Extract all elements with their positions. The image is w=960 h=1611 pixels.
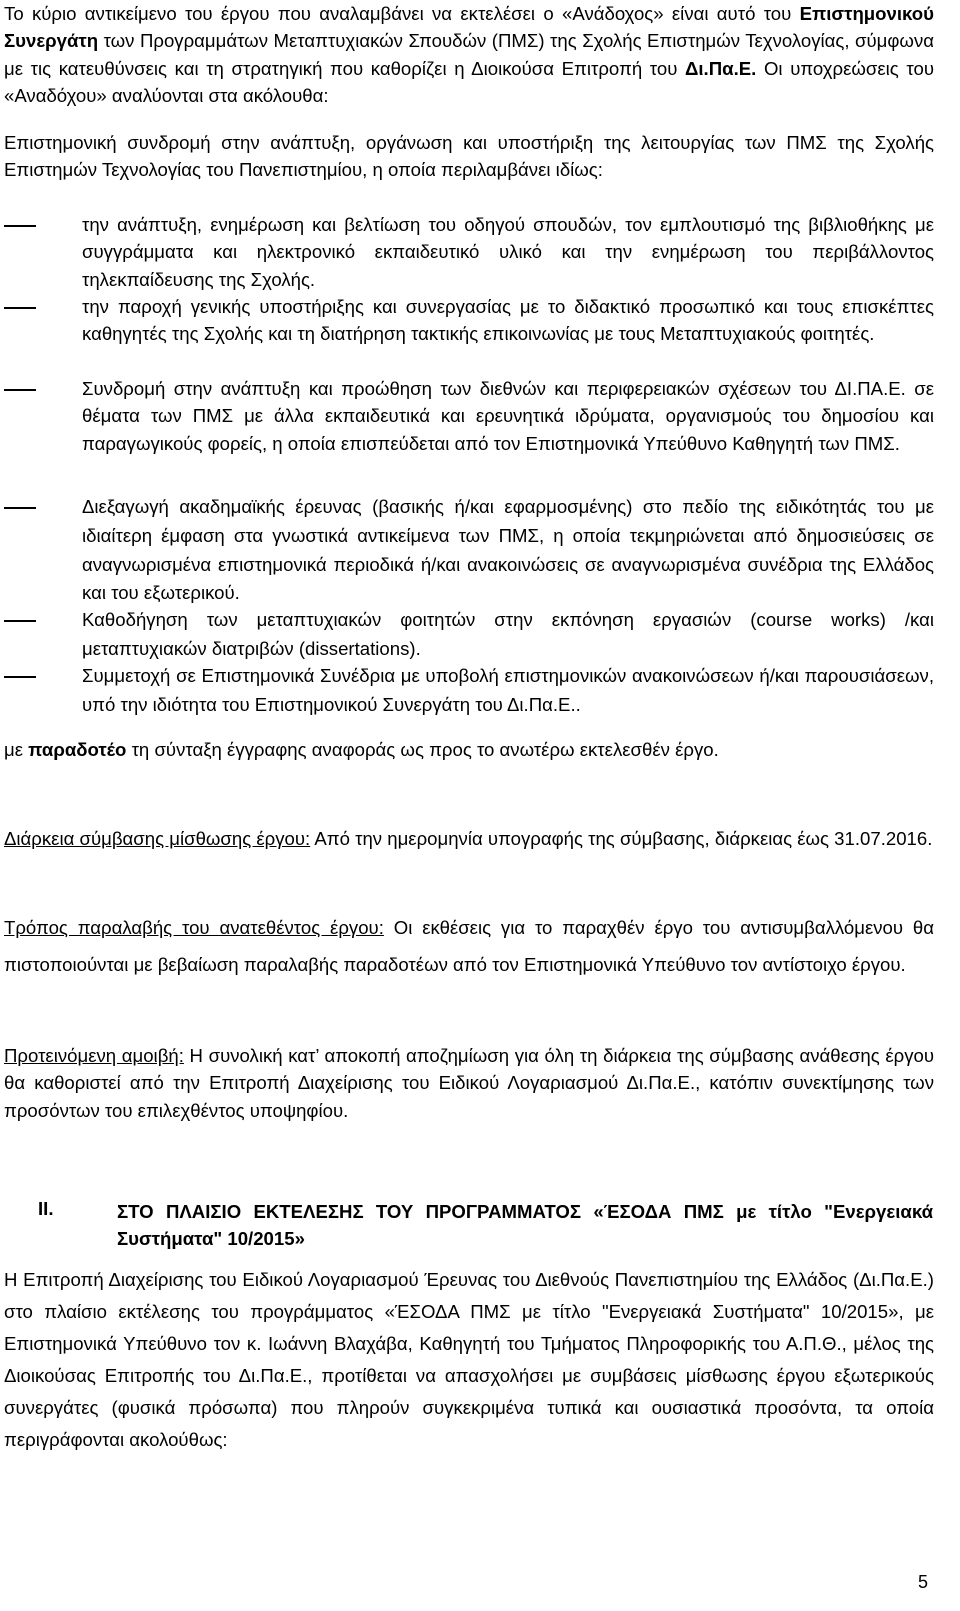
intro-text-1: Το κύριο αντικείμενο του έργου που αναλαμβάνει να εκτελέσει ο «Ανάδοχος» είναι αυτό του xyxy=(4,3,792,24)
list-item xyxy=(4,293,934,348)
receipt-label: Τρόπος παραλαβής του ανατεθέντος έργου: xyxy=(4,917,384,938)
deliverable-keyword: παραδοτέο xyxy=(28,739,127,760)
list-item-text: Συνδρομή στην ανάπτυξη και προώθηση των διεθνών και περιφερειακών σχέσεων του ΔΙ.ΠΑ.Ε. σε θέματα των ΠΜΣ με άλλα εκπαιδευτικά και ερευνητικά ιδρύματα, οργανισμούς του δημοσίου και παραγωγικούς φορείς, η οποία επισπεύδεται από τον Επιστημονικά Υπεύθυνο Καθηγητή των ΠΜΣ. xyxy=(82,378,934,454)
list-item-text: την παροχή γενικής υποστήριξης και συνεργασίας με το διδακτικό προσωπικό και τους επισκέπτες καθηγητές της Σχολής και τη διατήρηση τακτικής επικοινωνίας με τους Μεταπτυχιακούς φοιτητές. xyxy=(82,296,934,345)
receipt-text: Οι εκθέσεις για το παραχθέν έργο του αντισυμβαλλόμενου θα πιστοποιούνται με βεβαίωση παραλαβής παραδοτέων από τον Επιστημονικά Υπεύθυνο τον αντίστοιχο έργου. xyxy=(4,917,934,975)
list-item xyxy=(4,662,934,720)
list-item xyxy=(4,493,934,608)
list-item-text: Διεξαγωγή ακαδημαϊκής έρευνας (βασικής ή/και εφαρμοσμένης) στο πεδίο της ειδικότητάς του με ιδιαίτερη έμφαση στα γνωστικά αντικείμενα των ΠΜΣ, η οποία τεκμηριώνεται από δημοσιεύσεις σε αναγνωρισμένα επιστημονικά περιοδικά ή/και ανακοινώσεις σε αναγνωρισμένα συνέδρια της Ελλάδος και του εξωτερικού. xyxy=(82,496,934,604)
deliverable-paragraph xyxy=(4,736,934,765)
intro-text-5: Οι υποχρεώσεις του «Αναδόχου» αναλύονται στα ακόλουθα: xyxy=(4,57,934,106)
list-item-text: Συμμετοχή σε Επιστημονικά Συνέδρια με υποβολή επιστημονικών ανακοινώσεων ή/και παρουσιάσεων, υπό την ιδιότητα του Επιστημονικού Συνεργάτη του Δι.Πα.Ε.. xyxy=(82,665,934,715)
dipae-abbrev: Δι.Πα.Ε. xyxy=(685,57,757,79)
section-number: II. xyxy=(38,1198,54,1219)
intro-paragraph xyxy=(4,0,934,109)
fee-paragraph xyxy=(4,1042,934,1124)
fee-text: Η συνολική κατ’ αποκοπή αποζημίωση για όλη τη διάρκεια της σύμβασης ανάθεσης έργου θα καθοριστεί από την Επιτροπή Διαχείρισης του Ειδικού Λογαριασμού Δι.Πα.Ε., κατόπιν συνεκτίμησης των προσόντων του επιλεχθέντος υποψηφίου. xyxy=(4,1045,934,1121)
intro-text-3: των Προγραμμάτων Μεταπτυχιακών Σπουδών (ΠΜΣ) της Σχολής Επιστημών Τεχνολογίας, σύμφωνα με τις κατευθύνσεις και τη στρατηγική που καθορίζει η Διοικούσα Επιτροπή του xyxy=(4,30,934,79)
support-paragraph: Επιστημονική συνδρομή στην ανάπτυξη, οργάνωση και υποστήριξη της λειτουργίας των ΠΜΣ της Σχολής Επιστημών Τεχνολογίας του Πανεπιστημίου, η οποία περιλαμβάνει ιδίως: xyxy=(4,132,934,181)
section-body: Η Επιτροπή Διαχείρισης του Ειδικού Λογαριασμού Έρευνας του Διεθνούς Πανεπιστημίου της Ελλάδος (Δι.Πα.Ε.) στο πλαίσιο εκτέλεσης του προγράμματος «ΈΣΟΔΑ ΠΜΣ με τίτλο "Ενεργειακά Συστήματα" 10/2015», με Επιστημονικά Υπεύθυνο τον κ. Ιωάννη Βλαχάβα, Καθηγητή του Τμήματος Πληροφορικής του Α.Π.Θ., μέλος της Διοικούσας Επιτροπής του Δι.Πα.Ε., προτίθεται να απασχολήσει με συμβάσεις μίσθωσης έργου εξωτερικούς συνεργάτες (φυσικά πρόσωπα) που πληρούν συγκεκριμένα τυπικά και ουσιαστικά προσόντα, τα οποία περιγράφονται ακολούθως: xyxy=(4,1269,934,1450)
list-item xyxy=(4,606,934,664)
duration-label: Διάρκεια σύμβασης μίσθωσης έργου: xyxy=(4,828,311,849)
deliverable-text-1: με xyxy=(4,739,29,760)
duration-text: Από την ημερομηνία υπογραφής της σύμβασης, διάρκειας έως 31.07.2016. xyxy=(310,828,933,849)
list-item-text: Καθοδήγηση των μεταπτυχιακών φοιτητών στην εκπόνηση εργασιών (course works) /και μεταπτυχιακών διατριβών (dissertations). xyxy=(82,609,934,659)
list-item-text: την ανάπτυξη, ενημέρωση και βελτίωση του οδηγού σπουδών, τον εμπλουτισμό της βιβλιοθήκης με συγγράμματα και ηλεκτρονικό εκπαιδευτικό υλικό και την ενημέρωση του περιβάλλοντος τηλεκπαίδευσης της Σχολής. xyxy=(82,214,934,290)
receipt-paragraph xyxy=(4,910,934,983)
deliverable-text-3: τη σύνταξη έγγραφης αναφοράς ως προς το ανωτέρω εκτελεσθέν έργο. xyxy=(126,739,719,760)
fee-label: Προτεινόμενη αμοιβή: xyxy=(4,1045,184,1066)
page-number: 5 xyxy=(918,1572,929,1592)
list-item xyxy=(4,211,934,293)
duration-paragraph xyxy=(4,822,934,857)
role-title: Επιστημονικού Συνεργάτη xyxy=(4,3,934,52)
list-item xyxy=(4,375,934,457)
section-title: ΣΤΟ ΠΛΑΙΣΙΟ ΕΚΤΕΛΕΣΗΣ ΤΟΥ ΠΡΟΓΡΑΜΜΑΤΟΣ «ΈΣΟΔΑ ΠΜΣ με τίτλο "Ενεργειακά Συστήματα" 10/2015» xyxy=(117,1201,933,1249)
